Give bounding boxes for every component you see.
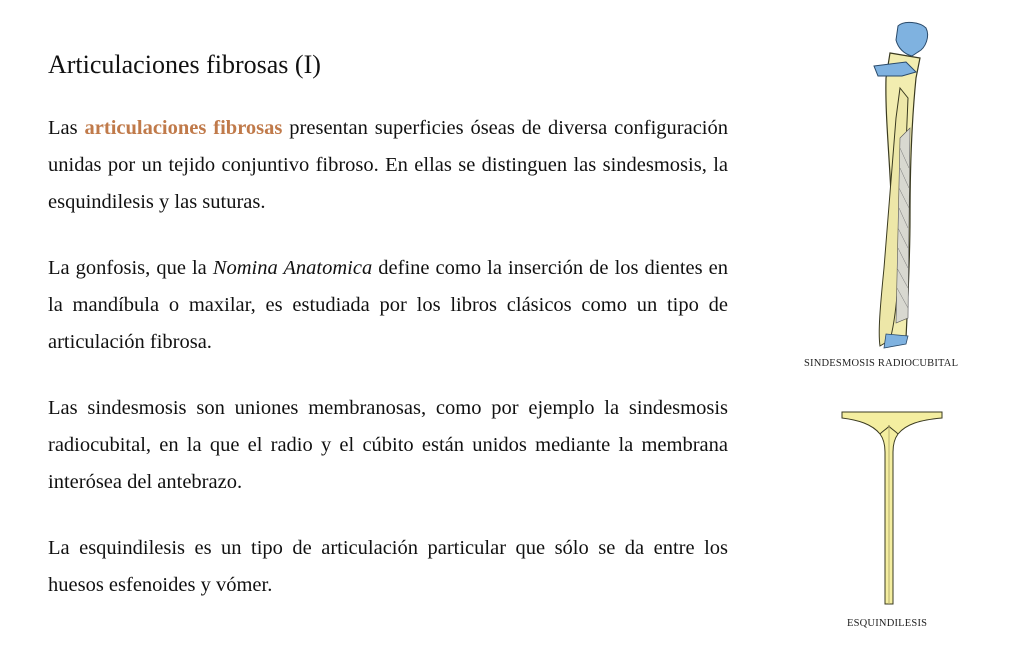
upper-cartilage [896,22,928,56]
intro-text-end: presentan superficies óseas de diversa configuración unidas por un tejido conjuntivo fibroso. En ellas se distinguen las sindesmosis, la esquindilesis y las suturas. [48,117,728,213]
lower-cartilage [884,334,908,348]
paragraph-esquindilesis: La esquindilesis es un tipo de articulación particular que sólo se da entre los huesos esfenoides y vómer. [48,537,728,596]
gonfosis-text-end: define como la inserción de los dientes en la mandíbula o maxilar, es estudiada por los libros clásicos como un tipo de articulación fibrosa. [48,257,728,353]
intro-text-start: Las [48,117,85,139]
paragraph-sindesmosis: Las sindesmosis son uniones membranosas, como por ejemplo la sindesmosis radiocubital, en la que el radio y el cúbito están unidos mediante la membrana interósea del antebrazo. [48,397,728,493]
italic-term: Nomina Anatomica [212,257,373,279]
schindylesis-caption: ESQUINDILESIS [847,618,928,629]
schindylesis-illustration [840,408,944,618]
gonfosis-text-start: La gonfosis, que la [48,257,213,279]
radioulnar-illustration [860,18,940,350]
page-title: Articulaciones fibrosas (I) [48,50,321,79]
paragraph-intro [48,110,728,221]
paragraph-gonfosis [48,250,728,361]
sphenoid-crest [842,412,942,604]
highlight-term[interactable]: articulaciones fibrosas [84,117,283,139]
radioulnar-caption: SINDESMOSIS RADIOCUBITAL [804,358,959,369]
